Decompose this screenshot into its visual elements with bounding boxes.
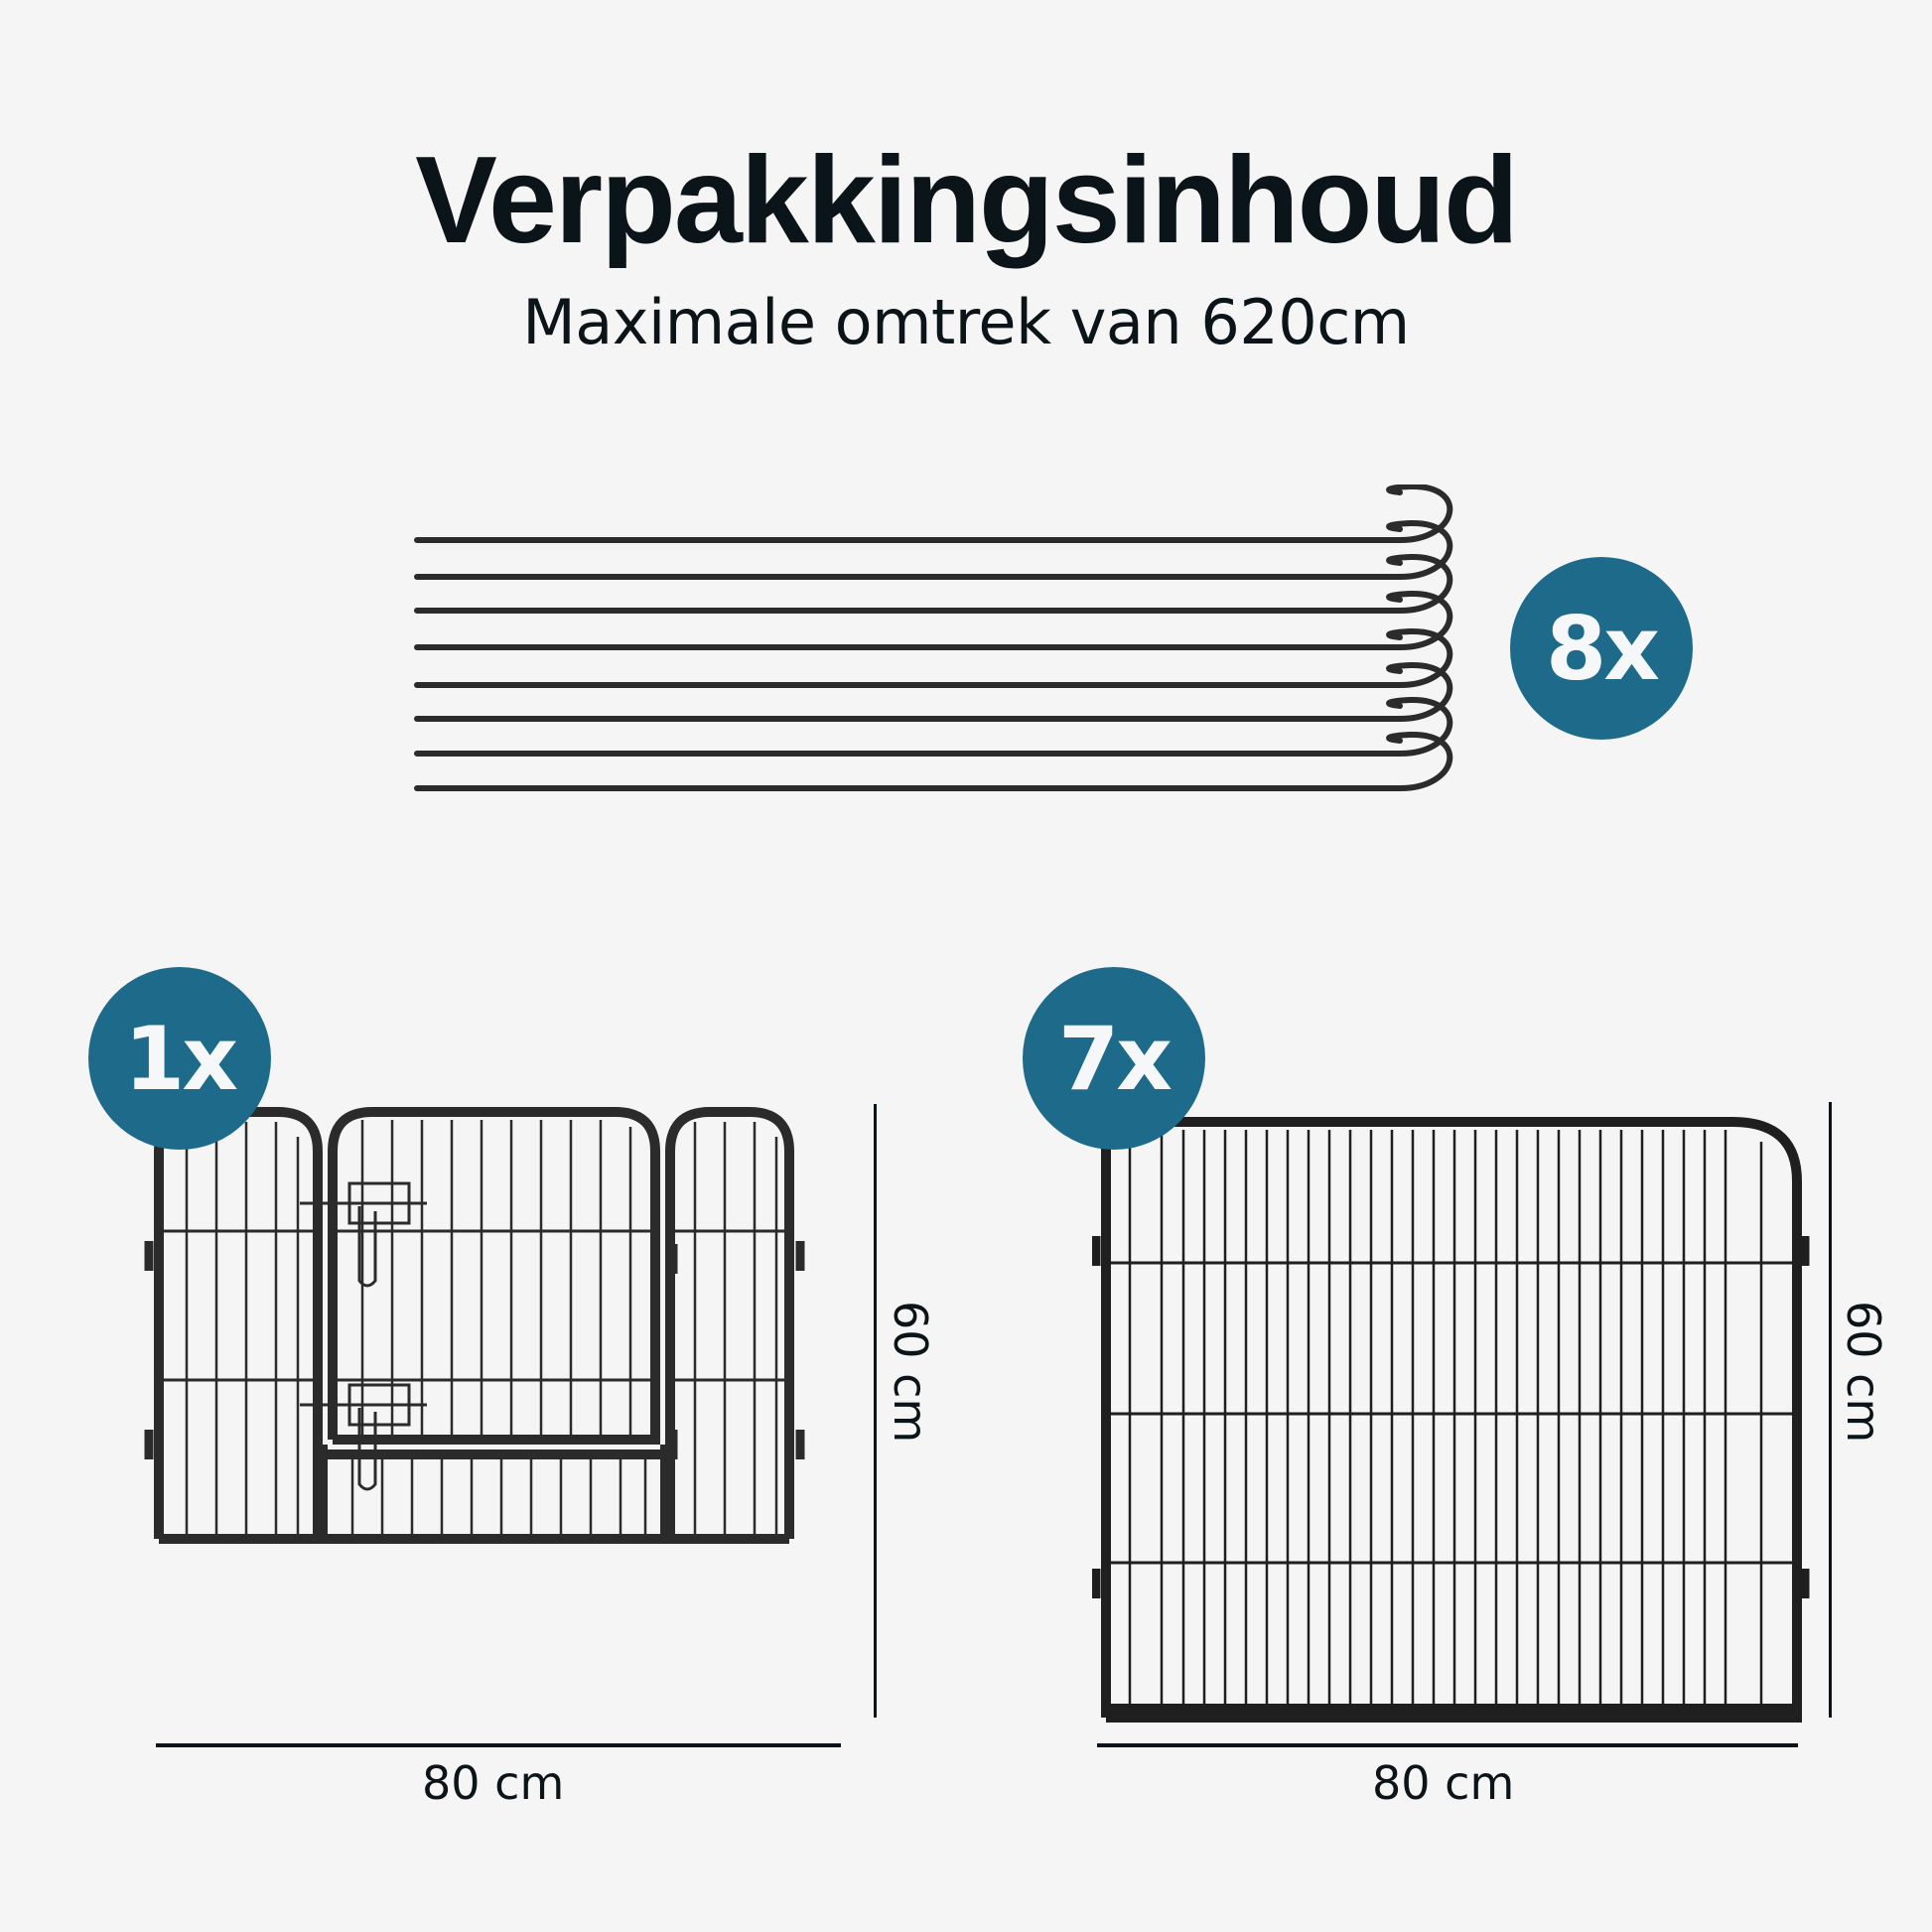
fence-panel-quantity: 7x: [1058, 1007, 1170, 1110]
door-panel-icon: [129, 1102, 864, 1598]
fence-panel-height-label: 60 cm: [1837, 1301, 1890, 1444]
page-subtitle: Maximale omtrek van 620cm: [522, 286, 1410, 358]
fence-panel-quantity-badge: [1023, 967, 1205, 1150]
door-panel-height-line: [874, 1104, 877, 1718]
door-panel-quantity: 1x: [124, 1007, 235, 1110]
page-title: Verpakkingsinhoud: [415, 132, 1517, 269]
fence-panel-width-label: 80 cm: [1372, 1756, 1515, 1810]
ground-pegs-quantity: 8x: [1546, 597, 1657, 700]
door-panel-width-label: 80 cm: [422, 1756, 565, 1810]
fence-panel-icon: [1092, 1092, 1827, 1737]
ground-peg-icon: [407, 484, 1479, 802]
door-panel-illustration: [129, 1102, 864, 1598]
door-panel-width-line: [156, 1743, 841, 1747]
ground-pegs-quantity-badge: [1510, 557, 1693, 740]
door-panel-height-label: 60 cm: [884, 1301, 937, 1444]
fence-panel-height-line: [1829, 1102, 1832, 1718]
ground-pegs-illustration: [407, 484, 1479, 802]
fence-panel-width-line: [1097, 1743, 1798, 1747]
door-panel-quantity-badge: [88, 967, 271, 1150]
fence-panel-illustration: [1092, 1092, 1827, 1737]
